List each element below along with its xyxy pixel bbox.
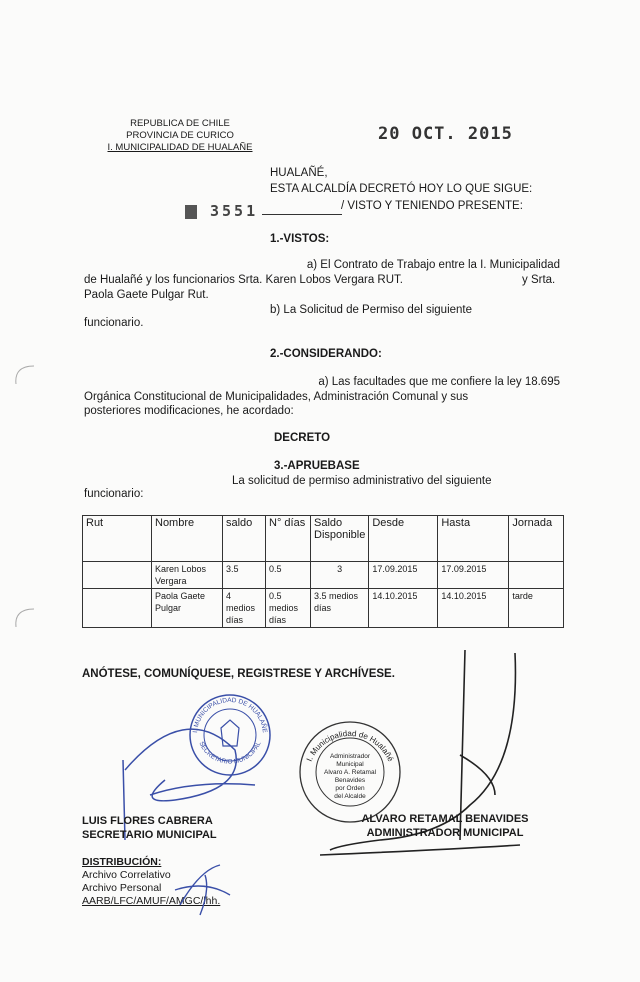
stamp-right-inner5: por Orden <box>335 785 365 792</box>
header-block <box>100 118 260 154</box>
header-nombre: Nombre <box>152 516 223 562</box>
distribution-item: Archivo Personal <box>82 882 162 894</box>
vistos-a-line3: Paola Gaete Pulgar Rut. <box>84 289 209 301</box>
header-rut: Rut <box>83 516 152 562</box>
decree-mark-icon <box>185 205 197 219</box>
secretary-title: SECRETARIO MUNICIPAL <box>82 829 217 841</box>
administrator-name: ALVARO RETAMAL BENAVIDES <box>361 813 529 825</box>
place-line: HUALAÑÉ, <box>270 167 328 179</box>
cell-disponible: 3.5 medios días <box>311 589 369 628</box>
stamp-left-bottom: SECRETARIO MUNICIPAL <box>197 740 263 766</box>
stamp-right-inner1: Administrador <box>329 753 371 760</box>
table-header-row <box>83 516 564 562</box>
vistos-b-line2: funcionario. <box>84 317 144 329</box>
cell-rut <box>83 589 152 628</box>
cell-hasta: 14.10.2015 <box>438 589 509 628</box>
decree-number: 3551 <box>210 202 259 220</box>
stamp-right-inner3: Alvaro A. Retamal <box>323 769 377 776</box>
closing-formula: ANÓTESE, COMUNÍQUESE, REGISTRESE Y ARCHÍVESE. <box>82 668 395 680</box>
decreto-heading: DECRETO <box>274 432 331 444</box>
header-province: PROVINCIA DE CURICO <box>126 130 234 141</box>
administrator-title: ADMINISTRADOR MUNICIPAL <box>366 827 524 839</box>
cell-hasta: 17.09.2015 <box>438 562 509 589</box>
distribution-item: Archivo Correlativo <box>82 869 171 881</box>
header-saldo: saldo <box>223 516 266 562</box>
cell-jornada: tarde <box>509 589 564 628</box>
considerando-a-line3: posteriores modificaciones, he acordado: <box>84 405 294 417</box>
hole-punch-icon <box>12 362 36 386</box>
vistos-b-line1: b) La Solicitud de Permiso del siguiente <box>270 304 473 316</box>
apruebase-line1: La solicitud de permiso administrativo del siguiente <box>232 475 492 487</box>
header-disponible: Saldo Disponible <box>311 516 369 562</box>
considerando-heading: 2.-CONSIDERANDO: <box>270 348 382 360</box>
header-hasta: Hasta <box>438 516 509 562</box>
distribution-heading: DISTRIBUCIÓN: <box>82 856 162 868</box>
vistos-heading: 1.-VISTOS: <box>270 233 330 245</box>
initials-signature <box>170 860 240 920</box>
alcaldia-line: ESTA ALCALDÍA DECRETÓ HOY LO QUE SIGUE: <box>270 183 533 195</box>
cell-disponible: 3 <box>311 562 369 589</box>
header-municipality: I. MUNICIPALIDAD DE HUALAÑE <box>107 142 253 153</box>
apruebase-line2: funcionario: <box>84 488 144 500</box>
visto-line: / VISTO Y TENIENDO PRESENTE: <box>341 200 523 212</box>
cell-nombre: Karen Lobos Vergara <box>152 562 223 589</box>
decree-number-underline <box>262 214 342 215</box>
hole-punch-icon <box>12 605 36 629</box>
stamp-right-ring: I. Municipalidad de Hualañé <box>304 728 396 763</box>
cell-saldo: 3.5 <box>223 562 266 589</box>
stamp-left-top: I. MUNICIPALIDAD DE HUALAÑE <box>192 696 268 734</box>
vistos-a-line1: a) El Contrato de Trabajo entre la I. Municipalidad <box>306 259 560 271</box>
cell-dias: 0.5 <box>266 562 311 589</box>
header-desde: Desde <box>369 516 438 562</box>
vistos-a-line2-end: y Srta. <box>522 274 556 286</box>
left-signatory <box>82 814 217 842</box>
distribution-item: AARB/LFC/AMUF/AMGC/lhh. <box>82 895 221 907</box>
cell-desde: 14.10.2015 <box>369 589 438 628</box>
cell-rut <box>83 562 152 589</box>
date-stamp: 20 OCT. 2015 <box>378 124 513 144</box>
vistos-a-line2: de Hualañé y los funcionarios Srta. Karen Lobos Vergara RUT. <box>84 274 403 286</box>
right-signatory <box>340 812 550 840</box>
cell-dias: 0.5 medios días <box>266 589 311 628</box>
secretary-name: LUIS FLORES CABRERA <box>82 815 213 827</box>
table-row <box>83 589 564 628</box>
considerando-a-line2: Orgánica Constitucional de Municipalidades, Administración Comunal y sus <box>84 391 469 403</box>
header-dias: N° días <box>266 516 311 562</box>
header-republic: REPUBLICA DE CHILE <box>130 118 230 129</box>
permission-table <box>82 515 564 628</box>
considerando-a-line1: a) Las facultades que me confiere la ley 18.695 <box>318 376 560 388</box>
cell-saldo: 4 medios días <box>223 589 266 628</box>
stamp-right-inner6: del Alcalde <box>334 793 366 800</box>
stamp-right-inner2: Municipal <box>336 761 364 768</box>
cell-jornada <box>509 562 564 589</box>
apruebase-heading: 3.-APRUEBASE <box>274 460 360 472</box>
stamp-right-inner4: Benavides <box>334 777 366 784</box>
cell-desde: 17.09.2015 <box>369 562 438 589</box>
table-row <box>83 562 564 589</box>
header-jornada: Jornada <box>509 516 564 562</box>
cell-nombre: Paola Gaete Pulgar <box>152 589 223 628</box>
